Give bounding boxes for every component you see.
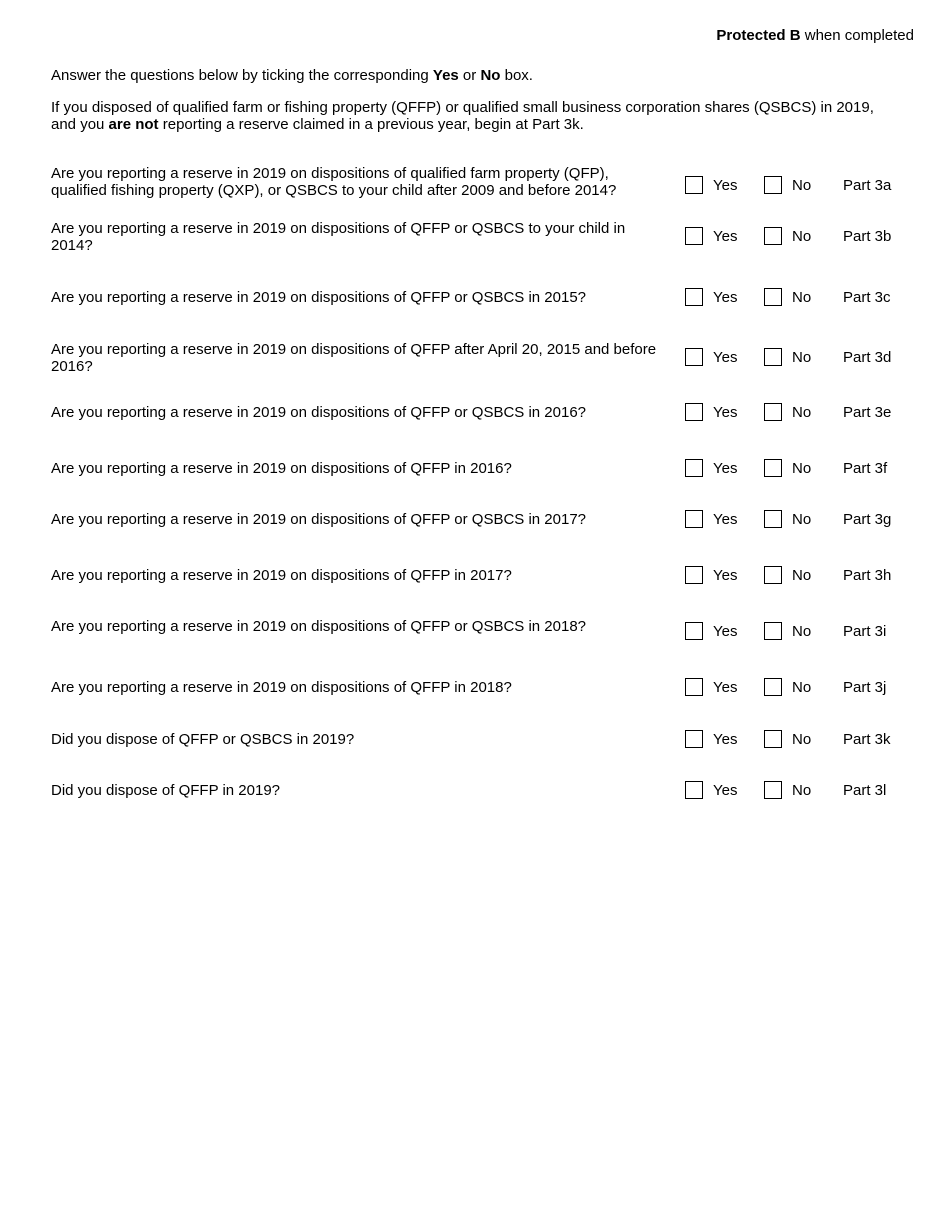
- no-label: No: [792, 228, 812, 245]
- no-label: No: [792, 289, 812, 306]
- instructions-or: or: [458, 67, 481, 84]
- yes-label: Yes: [713, 228, 738, 245]
- question-row: [51, 289, 911, 329]
- question-row: [51, 567, 911, 607]
- no-checkbox[interactable]: [764, 622, 782, 640]
- no-checkbox[interactable]: [764, 510, 782, 528]
- part-reference: Part 3k: [843, 731, 891, 748]
- yes-checkbox[interactable]: [685, 176, 703, 194]
- yes-label: Yes: [713, 782, 738, 799]
- disposal-note-a: If you disposed of qualified farm or fishing property (QFFP) or qualified small business corporation shares (QSBCS) in 2019, and you: [51, 99, 874, 133]
- question-text: Are you reporting a reserve in 2019 on dispositions of QFFP or QSBCS in 2018?: [51, 618, 587, 635]
- yes-checkbox[interactable]: [685, 227, 703, 245]
- question-row: [51, 511, 911, 551]
- protected-b-label: Protected B: [716, 27, 801, 44]
- yes-checkbox[interactable]: [685, 348, 703, 366]
- no-label: No: [792, 460, 812, 477]
- no-label: No: [792, 782, 812, 799]
- question-text: Are you reporting a reserve in 2019 on dispositions of QFFP or QSBCS in 2015?: [51, 289, 587, 306]
- instructions-yes: Yes: [432, 67, 459, 84]
- yes-label: Yes: [713, 511, 738, 528]
- protected-b-notice: [716, 27, 914, 44]
- part-reference: Part 3g: [843, 511, 892, 528]
- no-label: No: [792, 567, 812, 584]
- yes-checkbox[interactable]: [685, 678, 703, 696]
- part-reference: Part 3d: [843, 349, 892, 366]
- part-reference: Part 3c: [843, 289, 891, 306]
- instructions-text-a: Answer the questions below by ticking the corresponding: [51, 67, 433, 84]
- part-reference: Part 3i: [843, 623, 887, 640]
- no-label: No: [792, 623, 812, 640]
- no-checkbox[interactable]: [764, 566, 782, 584]
- question-row: [51, 165, 911, 205]
- no-label: No: [792, 404, 812, 421]
- no-checkbox[interactable]: [764, 176, 782, 194]
- question-text: Are you reporting a reserve in 2019 on dispositions of QFFP or QSBCS in 2016?: [51, 404, 587, 421]
- question-row: [51, 460, 911, 500]
- question-text: Are you reporting a reserve in 2019 on dispositions of QFFP in 2017?: [51, 567, 512, 584]
- question-row: [51, 782, 911, 822]
- question-text: Are you reporting a reserve in 2019 on dispositions of QFFP in 2016?: [51, 460, 512, 477]
- no-label: No: [792, 349, 812, 366]
- part-reference: Part 3l: [843, 782, 887, 799]
- disposal-note-end: reporting a reserve claimed in a previous year, begin at Part 3k.: [158, 116, 584, 133]
- question-text: Did you dispose of QFFP or QSBCS in 2019?: [51, 731, 355, 748]
- disposal-note: [51, 99, 891, 133]
- yes-checkbox[interactable]: [685, 288, 703, 306]
- yes-checkbox[interactable]: [685, 510, 703, 528]
- yes-checkbox[interactable]: [685, 403, 703, 421]
- no-checkbox[interactable]: [764, 403, 782, 421]
- question-row: [51, 731, 911, 771]
- yes-checkbox[interactable]: [685, 459, 703, 477]
- question-row: [51, 220, 911, 260]
- yes-label: Yes: [713, 349, 738, 366]
- yes-label: Yes: [713, 460, 738, 477]
- yes-checkbox[interactable]: [685, 730, 703, 748]
- no-label: No: [792, 177, 812, 194]
- no-label: No: [792, 511, 812, 528]
- yes-label: Yes: [713, 567, 738, 584]
- instructions-line: [51, 67, 911, 84]
- question-row: [51, 341, 911, 381]
- question-text: Are you reporting a reserve in 2019 on dispositions of qualified farm property (QFP), qualified fishing property (QXP), or QSBCS to your child after 2009 and before 2014?: [51, 165, 617, 199]
- yes-label: Yes: [713, 177, 738, 194]
- question-text: Did you dispose of QFFP in 2019?: [51, 782, 281, 799]
- yes-label: Yes: [713, 404, 738, 421]
- yes-checkbox[interactable]: [685, 566, 703, 584]
- part-reference: Part 3e: [843, 404, 892, 421]
- yes-label: Yes: [713, 679, 738, 696]
- part-reference: Part 3h: [843, 567, 892, 584]
- no-checkbox[interactable]: [764, 348, 782, 366]
- yes-label: Yes: [713, 731, 738, 748]
- question-text: Are you reporting a reserve in 2019 on dispositions of QFFP or QSBCS in 2017?: [51, 511, 587, 528]
- yes-checkbox[interactable]: [685, 622, 703, 640]
- question-text: Are you reporting a reserve in 2019 on dispositions of QFFP after April 20, 2015 and before 2016?: [51, 341, 657, 375]
- part-reference: Part 3a: [843, 177, 892, 194]
- question-text: Are you reporting a reserve in 2019 on dispositions of QFFP or QSBCS to your child in 2014?: [51, 220, 626, 254]
- no-checkbox[interactable]: [764, 781, 782, 799]
- no-checkbox[interactable]: [764, 288, 782, 306]
- question-text: Are you reporting a reserve in 2019 on dispositions of QFFP in 2018?: [51, 679, 512, 696]
- question-row: [51, 679, 911, 719]
- instructions-no: No: [480, 67, 501, 84]
- part-reference: Part 3b: [843, 228, 892, 245]
- yes-label: Yes: [713, 623, 738, 640]
- no-label: No: [792, 731, 812, 748]
- no-checkbox[interactable]: [764, 678, 782, 696]
- no-checkbox[interactable]: [764, 227, 782, 245]
- no-checkbox[interactable]: [764, 459, 782, 477]
- yes-checkbox[interactable]: [685, 781, 703, 799]
- part-reference: Part 3f: [843, 460, 888, 477]
- disposal-note-bold: are not: [108, 116, 159, 133]
- no-label: No: [792, 679, 812, 696]
- question-row: [51, 404, 911, 444]
- no-checkbox[interactable]: [764, 730, 782, 748]
- protected-b-suffix: when completed: [800, 27, 914, 44]
- question-row: [51, 618, 911, 658]
- part-reference: Part 3j: [843, 679, 887, 696]
- yes-label: Yes: [713, 289, 738, 306]
- instructions-end: box.: [500, 67, 533, 84]
